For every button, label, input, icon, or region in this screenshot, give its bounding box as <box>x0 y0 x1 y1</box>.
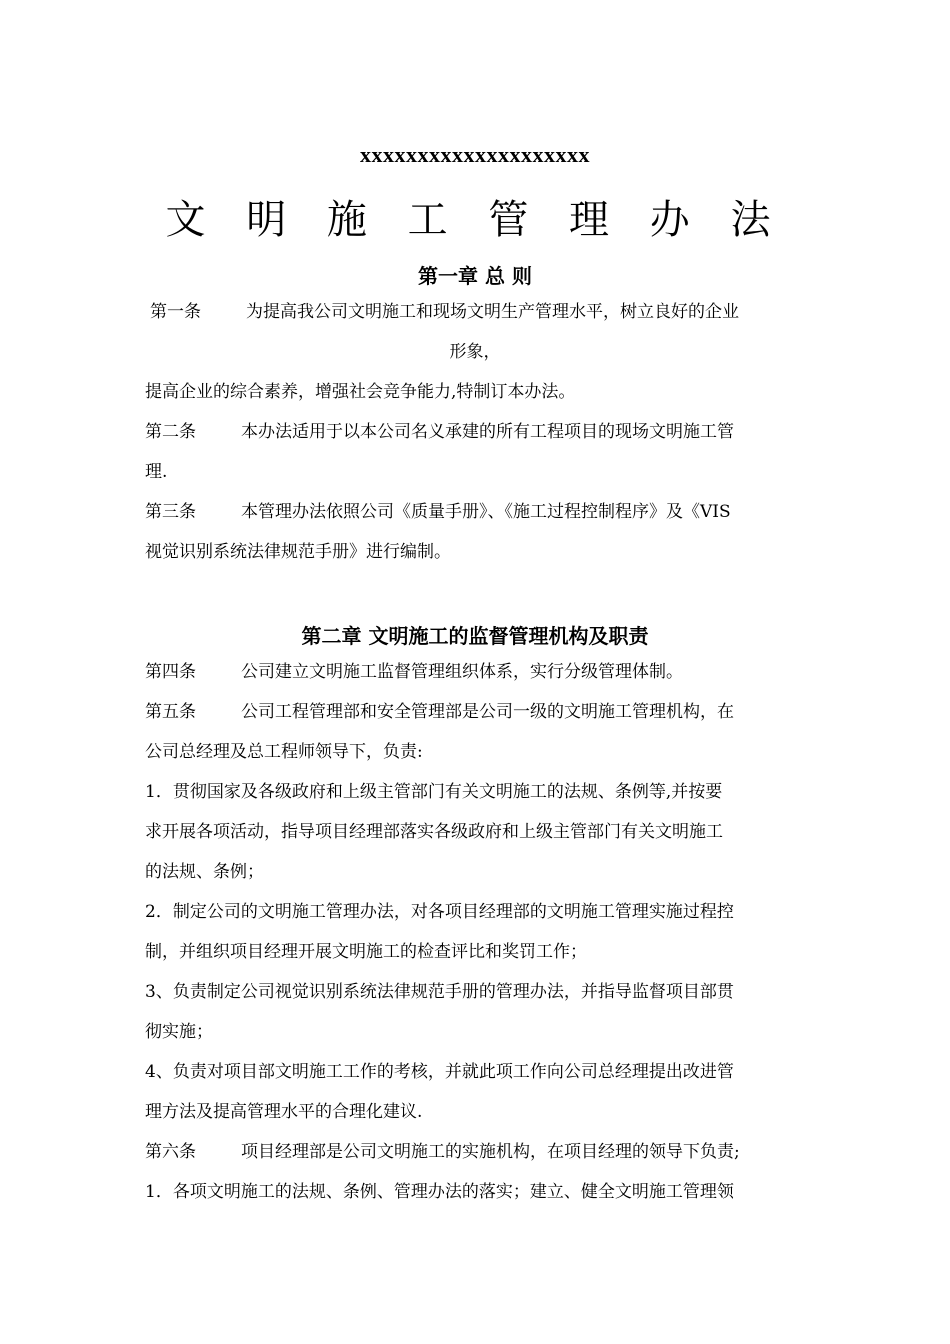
article-6 <box>145 1140 805 1164</box>
article-6-item-1-line-1: 1．各项文明施工的法规、条例、管理办法的落实；建立、健全文明施工管理领 <box>145 1182 734 1202</box>
article-5-text: 公司工程管理部和安全管理部是公司一级的文明施工管理机构，在 <box>241 702 734 722</box>
article-4 <box>145 660 805 684</box>
list-item-1-line-3: 的法规、条例； <box>145 862 264 882</box>
article-5 <box>145 700 805 724</box>
article-4-label: 第四条 <box>145 662 196 682</box>
list-item-1-line-1: 1．贯彻国家及各级政府和上级主管部门有关文明施工的法规、条例等,并按要 <box>145 782 723 802</box>
list-item-3-line-1: 3、负责制定公司视觉识别系统法律规范手册的管理办法，并指导监督项目部贯 <box>145 982 734 1002</box>
list-item-4-line-1: 4、负责对项目部文明施工工作的考核，并就此项工作向公司总经理提出改进管 <box>145 1062 734 1082</box>
document-title: 文 明 施 工 管 理 办 法 <box>165 197 785 243</box>
list-item-2-line-1: 2．制定公司的文明施工管理办法，对各项目经理部的文明施工管理实施过程控 <box>145 902 734 922</box>
article-3 <box>145 500 805 524</box>
list-item-3-line-2: 彻实施； <box>145 1022 213 1042</box>
list-item-2-line-2: 制，并组织项目经理开展文明施工的检查评比和奖罚工作； <box>145 942 587 962</box>
article-1-continuation: 形象， <box>449 342 501 362</box>
article-3-text: 本管理办法依照公司《质量手册》、《施工过程控制程序》及《VIS <box>241 502 731 522</box>
list-item-4-line-2: 理方法及提高管理水平的合理化建议. <box>145 1102 423 1122</box>
article-1 <box>150 300 810 324</box>
article-2-label: 第二条 <box>145 422 196 442</box>
chapter-1-heading: 第一章 总 则 <box>418 264 532 288</box>
article-2 <box>145 420 805 444</box>
list-item-1-line-2: 求开展各项活动，指导项目经理部落实各级政府和上级主管部门有关文明施工 <box>145 822 723 842</box>
chapter-2-heading: 第二章 文明施工的监督管理机构及职责 <box>301 624 649 648</box>
article-3-label: 第三条 <box>145 502 196 522</box>
article-2-continuation: 理. <box>145 462 168 482</box>
company-name: xxxxxxxxxxxxxxxxxxxx <box>360 142 590 167</box>
article-5-continuation: 公司总经理及总工程师领导下，负责: <box>145 742 423 762</box>
article-3-continuation: 视觉识别系统法律规范手册》进行编制。 <box>145 542 451 562</box>
article-1-text: 为提高我公司文明施工和现场文明生产管理水平，树立良好的企业 <box>246 302 739 322</box>
article-2-text: 本办法适用于以本公司名义承建的所有工程项目的现场文明施工管 <box>241 422 734 442</box>
article-1-continuation-2: 提高企业的综合素养，增强社会竞争能力,特制订本办法。 <box>145 382 576 402</box>
article-6-text: 项目经理部是公司文明施工的实施机构，在项目经理的领导下负责; <box>241 1142 740 1162</box>
article-5-label: 第五条 <box>145 702 196 722</box>
article-6-label: 第六条 <box>145 1142 196 1162</box>
article-4-text: 公司建立文明施工监督管理组织体系，实行分级管理体制。 <box>241 662 683 682</box>
article-1-label: 第一条 <box>150 302 201 322</box>
